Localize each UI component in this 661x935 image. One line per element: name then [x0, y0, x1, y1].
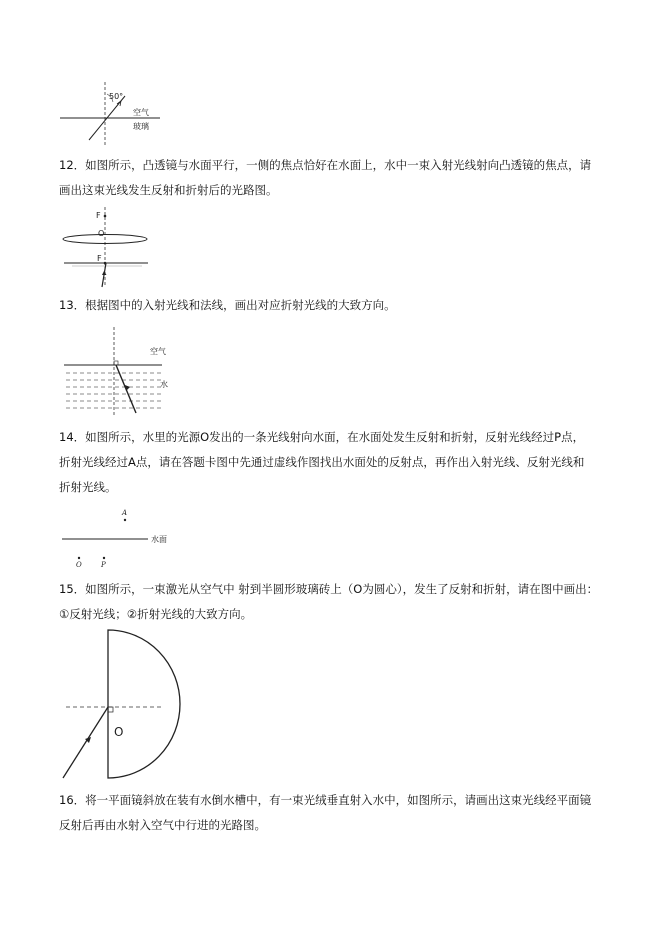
fig14-surface-label: 水面 — [151, 535, 167, 544]
question-12-line-1: 12．如图所示，凸透镜与水面平行，一侧的焦点恰好在水面上，水中一束入射光线射向凸透镜的焦点，请 — [59, 158, 592, 172]
question-16 — [59, 788, 619, 838]
fig12-focus-bottom-label: F — [97, 254, 102, 263]
fig13-air-label: 空气 — [150, 347, 166, 356]
question-13-line-1: 13．根据图中的入射光线和法线，画出对应折射光线的大致方向。 — [59, 298, 396, 312]
fig15-center-label: O — [114, 725, 124, 739]
question-12 — [59, 153, 619, 203]
fig14-point-a-label: A — [122, 509, 128, 517]
question-13 — [59, 293, 619, 318]
figure-14 — [60, 505, 180, 570]
question-15 — [59, 577, 619, 627]
question-14-line-3: 折射光线。 — [59, 480, 117, 494]
fig12-center-label: O — [98, 229, 105, 238]
figure-13 — [62, 325, 182, 417]
fig14-point-o-label: O — [76, 561, 82, 569]
question-14 — [59, 425, 619, 500]
question-16-line-1: 16．将一平面镜斜放在装有水倒水槽中，有一束光绒垂直射入水中，如图所示，请画出这束光线经平面镜 — [59, 793, 592, 807]
figure-11 — [55, 78, 165, 148]
fig13-water-label: 水 — [160, 380, 168, 389]
question-12-line-2: 画出这束光线发生反射和折射后的光路图。 — [59, 183, 278, 197]
question-14-line-2: 折射光线经过A点，请在答题卡图中先通过虚线作图找出水面处的反射点，再作出入射光线、反射光线和 — [59, 455, 585, 469]
fig12-focus-top-label: F — [96, 211, 101, 220]
question-16-line-2: 反射后再由水射入空气中行进的光路图。 — [59, 818, 266, 832]
fig11-angle-label: 50° — [109, 92, 124, 101]
question-15-line-2: ①反射光线；②折射光线的大致方向。 — [59, 607, 253, 621]
question-15-line-1: 15．如图所示，一束激光从空气中 射到半圆形玻璃砖上（O为圆心），发生了反射和折射，请在图中画出： — [59, 582, 599, 596]
fig14-point-p-label: P — [101, 561, 106, 569]
fig11-air-label: 空气 — [133, 108, 149, 117]
fig11-glass-label: 玻璃 — [133, 122, 149, 131]
figure-12 — [62, 205, 152, 290]
question-14-line-1: 14．如图所示，水里的光源O发出的一条光线射向水面，在水面处发生反射和折射，反射光线经过P点， — [59, 430, 585, 444]
figure-15 — [60, 628, 195, 783]
